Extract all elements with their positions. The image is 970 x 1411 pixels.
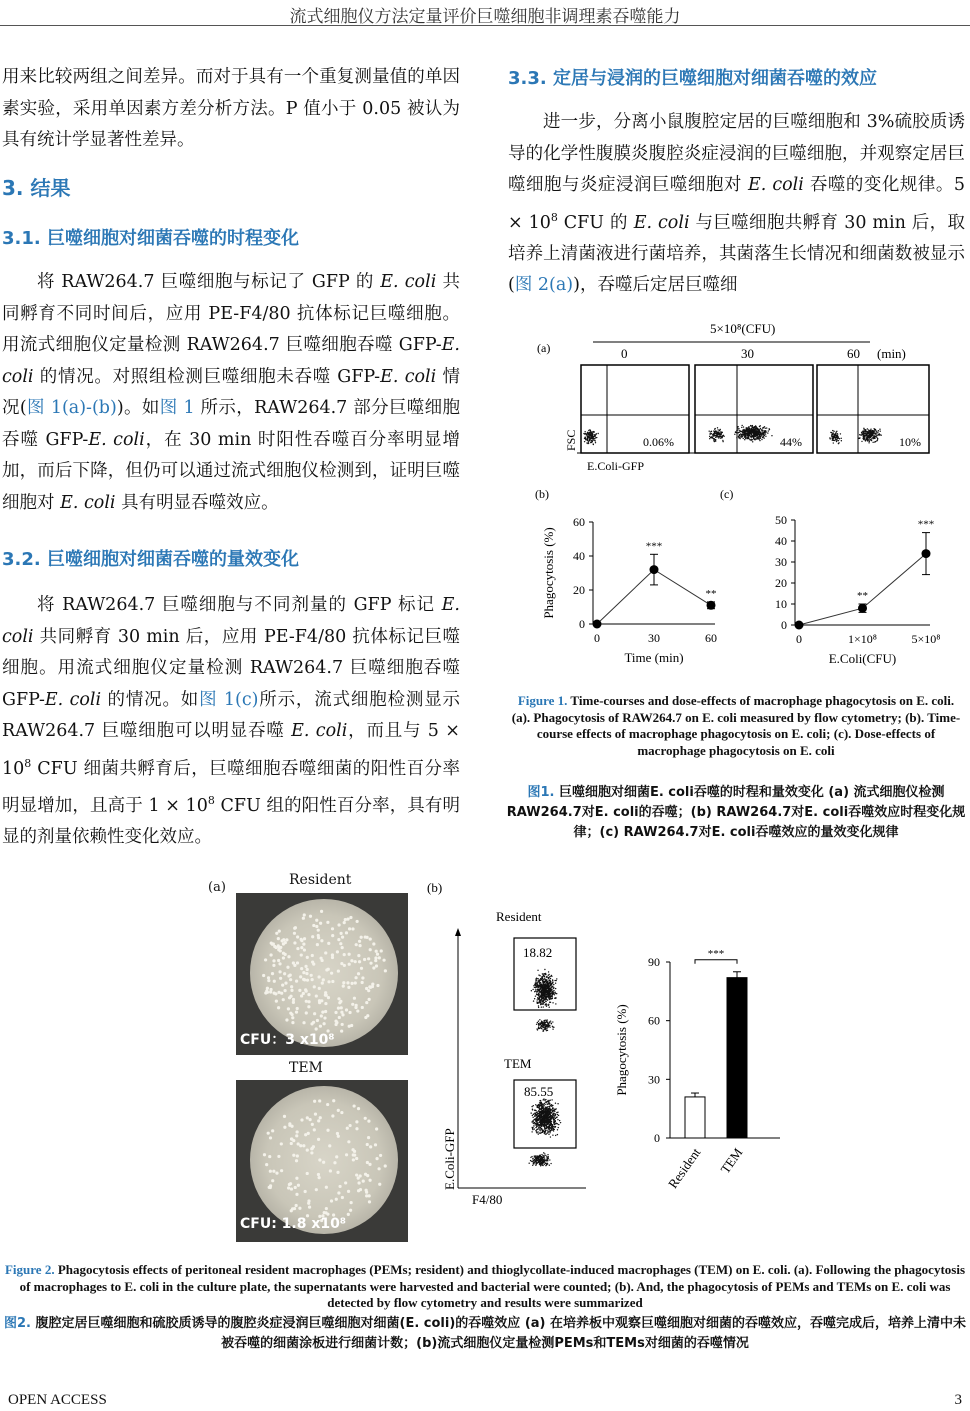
figure-2b-bar-chart xyxy=(614,948,780,1191)
flow-y-label: E.Coli-GFP xyxy=(442,1128,457,1190)
figure-2a-link[interactable]: 图 2(a) xyxy=(514,275,574,296)
flow-plot-0min xyxy=(581,365,689,453)
flow-resident-title: Resident xyxy=(496,909,542,924)
flow-percent-0min: 0.06% xyxy=(643,435,674,449)
figure-2-caption-en: Figure 2. Phagocytosis effects of peritoneal resident macrophages (PEMs; resident) and thioglycollate-induced macrophages (TEM) on E. coli. (a). Following the phagocytosis of macrophages to E. coli in the culture plate, the supernatants were harvested and bacterial were counted; (b). And, the phagocytosis of PEMs and TEMs on E. coli was detected by flow cytometry and results were summarized xyxy=(4,1262,966,1310)
section-3-2-paragraph: 将 RAW264.7 巨噬细胞与不同剂量的 GFP 标记 E. coli 共同孵育 30 min 后，应用 PE-F4/80 抗体标记巨噬细胞。用流式细胞仪定量检测 RAW264.7 巨噬细胞吞噬 GFP-E. coli 的情况。如图 1(c)所示，流式细胞检测显示 RAW264.7 巨噬细胞可以明显吞噬 E. coli，而且与 $5 \times 10^8$ CFU 细菌共孵育后，巨噬细胞吞噬细菌的阳性百分率明显增加，且高于 $1 \times 10^8$ CFU 组的阳性百分率，具有明显的剂量依赖性变化效应。 xyxy=(2,595,461,848)
fig2b-significance: *** xyxy=(707,947,725,960)
figure-1b-chart xyxy=(541,515,717,665)
fig1c-ytick-label: 50 xyxy=(775,513,787,527)
running-title: 流式细胞仪方法定量评价巨噬细胞非调理素吞噬能力 xyxy=(289,7,681,27)
fig1c-significance: ** xyxy=(857,590,868,602)
plate-resident-label: Resident xyxy=(289,872,352,888)
fig2b-category-label: TEM xyxy=(717,1145,746,1177)
fig1b-ytick-label: 0 xyxy=(579,617,585,631)
fig1c-ytick-label: 0 xyxy=(781,618,787,632)
fig1c-ytick-label: 10 xyxy=(775,597,787,611)
time-label-0: 0 xyxy=(621,346,628,361)
figure-1a-flow-panels xyxy=(525,315,965,480)
fig1c-xtick-label: 1×10⁸ xyxy=(848,632,877,646)
figure-1-panel-a-label: (a) xyxy=(537,341,551,355)
culture-plate-resident xyxy=(250,899,398,1047)
fig2b-significance-bracket xyxy=(695,960,737,964)
fig1c-ytick-label: 30 xyxy=(775,555,787,569)
section-3-3-paragraph: 进一步，分离小鼠腹腔定居的巨噬细胞和 3%硫胶质诱导的化学性腹膜炎腹腔炎症浸润的巨噬细胞，并观察定居巨噬细胞与炎症浸润巨噬细胞对 E. coli 吞噬的变化规律。$5 \times 10^8$ CFU 的 E. coli 与巨噬细胞共孵育 30 min 后，取培养上清菌液进行菌培养，其菌落生长情况和细菌数被显示(图 2(a))，吞噬后定居巨噬细 xyxy=(508,112,966,296)
figure-1c-chart xyxy=(775,513,940,666)
fig1c-data-point xyxy=(858,604,867,613)
section-3-1-body xyxy=(2,267,460,519)
plate-resident-photo xyxy=(236,893,408,1055)
figure-2-panel-b-label: (b) xyxy=(427,880,443,895)
flow-y-arrow xyxy=(455,928,461,936)
intro-paragraph: 用来比较两组之间差异。而对于具有一个重复测量值的单因素实验，采用单因素方差分析方法。P 值小于 0.05 被认为具有统计学显著性差异。 xyxy=(2,67,460,150)
fig1b-ytick-label: 60 xyxy=(573,515,585,529)
footer-open-access: OPEN ACCESS xyxy=(8,1392,107,1408)
section-3-1-title: 3.1. 巨噬细胞对细菌吞噬的时程变化 xyxy=(2,228,299,249)
fig1b-x-label: Time (min) xyxy=(624,650,684,665)
figure-1-caption-en: Figure 1. Time-courses and dose-effects of macrophage phagocytosis on E. coli. (a). Phagocytosis of RAW264.7 on E. coli measured by flow cytometry; (b). Time-course effects of macrophage phagocytosis on E. coli; (c). Dose-effects of macrophage phagocytosis on E. coli xyxy=(511,693,961,758)
section-3-2-title: 3.2. 巨噬细胞对细菌吞噬的量效变化 xyxy=(2,549,299,570)
section-3-3-body xyxy=(508,107,965,302)
fig2b-ytick-label: 60 xyxy=(648,1013,660,1028)
fig1b-data-point xyxy=(593,620,602,629)
flow-percent-30min: 44% xyxy=(780,435,802,449)
cfu-resident-label: CFU：3 x10⁸ xyxy=(240,1032,335,1048)
section-3-2-body xyxy=(2,590,460,854)
figure-1-caption-zh: 图1. 巨噬细胞对细菌E. coli吞噬的时程和量效变化 (a) 流式细胞仪检测RAW264.7对E. coli的吞噬；(b) RAW264.7对E. coli吞噬效应时程变化规律；(c) RAW264.7对E. coli吞噬效应的量效变化规律 xyxy=(506,785,966,840)
fig1c-xtick-label: 0 xyxy=(796,632,802,646)
time-label-60: 60 xyxy=(847,346,860,361)
flow-resident-value: 18.82 xyxy=(523,945,553,960)
plate-tem-photo xyxy=(236,1080,408,1242)
section-3-3-title: 3.3. 定居与浸润的巨噬细胞对细菌吞噬的效应 xyxy=(508,68,877,89)
fig1b-ytick-label: 20 xyxy=(573,583,585,597)
flow-x-label: F4/80 xyxy=(472,1192,503,1207)
section-3-1-paragraph: 将 RAW264.7 巨噬细胞与标记了 GFP 的 E. coli 共同孵育不同时间后，应用 PE-F4/80 抗体标记巨噬细胞。用流式细胞仪定量检测 RAW264.7 巨噬细胞吞噬 GFP-E. coli 的情况。对照组检测巨噬细胞未吞噬 GFP-E. coli 情况(图 1(a)-(b))。如图 1 所示，RAW264.7 部分巨噬细胞吞噬 GFP-E. coli，在 30 min 时阳性吞噬百分率明显增加，而后下降，但仍可以通过流式细胞仪检测到，证明巨噬细胞对 E. coli 具有明显吞噬效应。 xyxy=(2,272,461,513)
flow-plot-30min xyxy=(695,365,813,453)
figure-1ab-link[interactable]: 图 1(a)-(b) xyxy=(26,398,117,418)
figure-1bc-charts xyxy=(525,482,965,692)
figure-2-caption-zh: 图2. 腹腔定居巨噬细胞和硫胶质诱导的腹腔炎症浸润巨噬细胞对细菌(E. coli)的吞噬效应 (a) 在培养板中观察巨噬细胞对细菌的吞噬效应，吞噬完成后，培养上清中未被吞噬的细菌涂板进行细菌计数；(b)流式细胞仪定量检测PEMs和TEMs对细菌的吞噬情况 xyxy=(4,1316,966,1351)
figure-2-panel-a-label: (a) xyxy=(208,880,226,895)
gfp-axis-label: E.Coli-GFP xyxy=(587,459,645,473)
time-unit-label: (min) xyxy=(877,346,906,361)
figure-1a-dose-header: 5×10⁸(CFU) xyxy=(710,321,776,336)
fig1b-xtick-label: 0 xyxy=(594,631,600,645)
fig1b-xtick-label: 30 xyxy=(648,631,660,645)
fig1c-ytick-label: 20 xyxy=(775,576,787,590)
header-rule xyxy=(0,25,970,26)
fig2b-y-label: Phagocytosis (%) xyxy=(614,1004,629,1096)
footer-page-number: 3 xyxy=(954,1392,962,1408)
fig1c-data-point xyxy=(795,621,804,630)
left-column xyxy=(2,62,460,157)
fig2b-bar-tem xyxy=(727,978,747,1138)
fig1c-data-point xyxy=(922,549,931,558)
section-3-title: 3. 结果 xyxy=(2,176,71,200)
flow-plot-60min xyxy=(817,365,929,453)
fig1b-y-label: Phagocytosis (%) xyxy=(541,527,556,619)
flow-tem-title: TEM xyxy=(504,1056,532,1071)
fsc-axis-label: FSC xyxy=(564,429,578,451)
figure-2b-panel xyxy=(420,870,780,1210)
fig1c-ytick-label: 40 xyxy=(775,534,787,548)
fig2b-ytick-label: 90 xyxy=(648,955,660,969)
fig1c-xtick-label: 5×10⁸ xyxy=(911,632,941,646)
fig1c-significance: *** xyxy=(917,518,935,531)
flow-tem-value: 85.55 xyxy=(524,1084,554,1099)
fig1b-data-point xyxy=(650,565,659,574)
fig2b-ytick-label: 0 xyxy=(654,1131,660,1145)
flow-plot-resident xyxy=(514,938,576,1032)
flow-plot-tem xyxy=(514,1080,576,1167)
fig1c-x-label: E.Coli(CFU) xyxy=(828,651,897,666)
cfu-tem-label: CFU: 1.8 x10⁸ xyxy=(240,1216,346,1232)
figure-1-panel-c-label: (c) xyxy=(720,487,734,501)
figure-1-link[interactable]: 图 1 xyxy=(159,398,195,418)
fig1b-significance: ** xyxy=(705,587,717,600)
fig1b-xtick-label: 60 xyxy=(705,631,717,645)
fig2b-category-label: Resident xyxy=(665,1145,704,1191)
fig2b-bar-resident xyxy=(685,1097,705,1138)
flow-percent-60min: 10% xyxy=(899,435,921,449)
plate-tem-label: TEM xyxy=(289,1060,323,1076)
figure-1c-link[interactable]: 图 1(c) xyxy=(199,689,259,710)
culture-plate-tem xyxy=(250,1086,398,1234)
figure-1-panel-b-label: (b) xyxy=(535,487,549,501)
fig1b-ytick-label: 40 xyxy=(573,549,585,563)
fig1b-data-point xyxy=(707,601,716,610)
fig1b-significance: *** xyxy=(645,540,663,553)
time-label-30: 30 xyxy=(741,346,754,361)
fig2b-ytick-label: 30 xyxy=(648,1072,660,1087)
